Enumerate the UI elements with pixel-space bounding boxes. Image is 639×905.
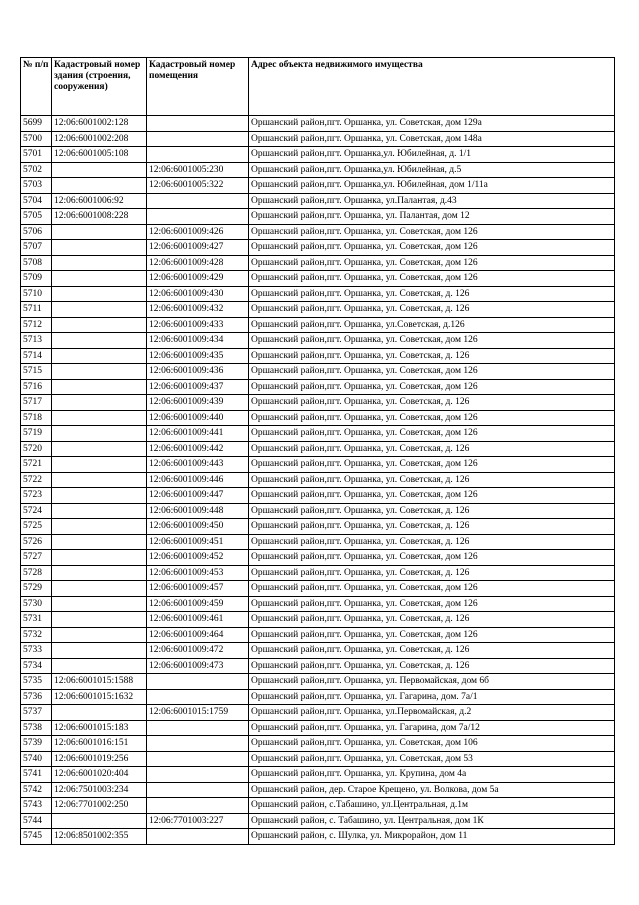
building-cadastral-cell [52,240,147,256]
row-number-cell: 5721 [21,457,52,473]
premises-cadastral-cell: 12:06:6001009:447 [147,488,249,504]
address-cell: Оршанский район,пгт. Оршанка, ул. Советская, дом 126 [249,333,615,349]
table-body [21,116,615,845]
row-number-cell: 5743 [21,798,52,814]
table-row [21,271,615,287]
row-number-cell: 5739 [21,736,52,752]
address-cell: Оршанский район,пгт. Оршанка, ул.Первомайская, д.2 [249,705,615,721]
row-number-cell: 5735 [21,674,52,690]
address-cell: Оршанский район,пгт. Оршанка, ул. Советская, д. 126 [249,658,615,674]
building-cadastral-cell [52,224,147,240]
premises-cadastral-cell: 12:06:6001009:439 [147,395,249,411]
address-cell: Оршанский район,пгт. Оршанка, ул. Советская, дом 106 [249,736,615,752]
premises-cadastral-cell: 12:06:6001009:473 [147,658,249,674]
building-cadastral-cell [52,503,147,519]
premises-cadastral-cell: 12:06:6001009:432 [147,302,249,318]
building-cadastral-cell [52,813,147,829]
table-row [21,193,615,209]
address-cell: Оршанский район,пгт. Оршанка, ул. Советская, д. 126 [249,348,615,364]
row-number-cell: 5713 [21,333,52,349]
building-cadastral-cell: 12:06:6001020:404 [52,767,147,783]
header-property-address: Адрес объекта недвижимого имущества [249,58,615,116]
table-row [21,643,615,659]
table-row [21,147,615,163]
premises-cadastral-cell: 12:06:6001005:322 [147,178,249,194]
building-cadastral-cell [52,472,147,488]
row-number-cell: 5719 [21,426,52,442]
table-row [21,829,615,845]
building-cadastral-cell [52,658,147,674]
building-cadastral-cell [52,426,147,442]
building-cadastral-cell [52,410,147,426]
address-cell: Оршанский район,пгт. Оршанка, ул. Советская, д. 126 [249,441,615,457]
table-row [21,348,615,364]
address-cell: Оршанский район, с.Табашино, ул.Центральная, д.1м [249,798,615,814]
row-number-cell: 5718 [21,410,52,426]
table-row [21,627,615,643]
header-building-cadastral-number: Кадастровый номер здания (строения, сооружения) [52,58,147,116]
row-number-cell: 5720 [21,441,52,457]
table-row [21,488,615,504]
address-cell: Оршанский район,пгт. Оршанка, ул. Советская, д. 126 [249,534,615,550]
row-number-cell: 5726 [21,534,52,550]
row-number-cell: 5699 [21,116,52,132]
row-number-cell: 5707 [21,240,52,256]
premises-cadastral-cell [147,674,249,690]
address-cell: Оршанский район,пгт. Оршанка, ул. Советская, д. 126 [249,503,615,519]
address-cell: Оршанский район,пгт. Оршанка, ул. Советская, д. 126 [249,286,615,302]
building-cadastral-cell: 12:06:6001008:228 [52,209,147,225]
premises-cadastral-cell: 12:06:6001009:437 [147,379,249,395]
row-number-cell: 5733 [21,643,52,659]
address-cell: Оршанский район,пгт. Оршанка, ул.Советская, д.126 [249,317,615,333]
premises-cadastral-cell: 12:06:6001009:446 [147,472,249,488]
row-number-cell: 5727 [21,550,52,566]
premises-cadastral-cell: 12:06:6001009:443 [147,457,249,473]
table-row [21,689,615,705]
premises-cadastral-cell: 12:06:7701003:227 [147,813,249,829]
row-number-cell: 5723 [21,488,52,504]
address-cell: Оршанский район,пгт. Оршанка, ул. Советская, дом 53 [249,751,615,767]
table-row [21,534,615,550]
address-cell: Оршанский район,пгт. Оршанка, ул. Советская, д. 126 [249,395,615,411]
address-cell: Оршанский район,пгт. Оршанка, ул. Первомайская, дом 6б [249,674,615,690]
building-cadastral-cell [52,534,147,550]
address-cell: Оршанский район,пгт. Оршанка, ул. Советская, д. 126 [249,612,615,628]
table-row [21,395,615,411]
address-cell: Оршанский район,пгт. Оршанка, ул. Советская, дом 126 [249,457,615,473]
row-number-cell: 5700 [21,131,52,147]
address-cell: Оршанский район,пгт. Оршанка, ул. Советская, д. 126 [249,472,615,488]
table-row [21,503,615,519]
table-row [21,674,615,690]
table-row [21,116,615,132]
address-cell: Оршанский район,пгт. Оршанка,ул. Юбилейная, д. 1/1 [249,147,615,163]
row-number-cell: 5729 [21,581,52,597]
address-cell: Оршанский район,пгт. Оршанка, ул. Советская, дом 126 [249,271,615,287]
table-row [21,705,615,721]
row-number-cell: 5734 [21,658,52,674]
premises-cadastral-cell [147,131,249,147]
premises-cadastral-cell: 12:06:6001009:433 [147,317,249,333]
table-row [21,798,615,814]
premises-cadastral-cell: 12:06:6001009:459 [147,596,249,612]
table-row [21,751,615,767]
address-cell: Оршанский район,пгт. Оршанка, ул. Советская, д. 126 [249,565,615,581]
table-row [21,364,615,380]
building-cadastral-cell: 12:06:6001016:151 [52,736,147,752]
building-cadastral-cell [52,457,147,473]
premises-cadastral-cell [147,736,249,752]
address-cell: Оршанский район,пгт. Оршанка,ул. Юбилейная, дом 1/11а [249,178,615,194]
row-number-cell: 5704 [21,193,52,209]
building-cadastral-cell [52,705,147,721]
building-cadastral-cell [52,550,147,566]
premises-cadastral-cell: 12:06:6001009:436 [147,364,249,380]
row-number-cell: 5702 [21,162,52,178]
row-number-cell: 5722 [21,472,52,488]
premises-cadastral-cell: 12:06:6001015:1759 [147,705,249,721]
row-number-cell: 5716 [21,379,52,395]
building-cadastral-cell [52,643,147,659]
building-cadastral-cell [52,596,147,612]
premises-cadastral-cell [147,193,249,209]
row-number-cell: 5741 [21,767,52,783]
row-number-cell: 5705 [21,209,52,225]
row-number-cell: 5701 [21,147,52,163]
address-cell: Оршанский район,пгт. Оршанка,ул. Юбилейная, д.5 [249,162,615,178]
table-row [21,255,615,271]
building-cadastral-cell: 12:06:6001006:92 [52,193,147,209]
address-cell: Оршанский район,пгт. Оршанка, ул. Советская, дом 126 [249,240,615,256]
table-header-row [21,58,615,116]
premises-cadastral-cell [147,829,249,845]
table-row [21,379,615,395]
row-number-cell: 5738 [21,720,52,736]
premises-cadastral-cell [147,116,249,132]
address-cell: Оршанский район,пгт. Оршанка, ул. Палантая, дом 12 [249,209,615,225]
table-row [21,209,615,225]
row-number-cell: 5711 [21,302,52,318]
building-cadastral-cell [52,395,147,411]
address-cell: Оршанский район,пгт. Оршанка, ул. Советская, дом 129а [249,116,615,132]
row-number-cell: 5725 [21,519,52,535]
row-number-cell: 5712 [21,317,52,333]
table-row [21,720,615,736]
table-row [21,286,615,302]
table-row [21,658,615,674]
premises-cadastral-cell: 12:06:6001009:426 [147,224,249,240]
address-cell: Оршанский район, с. Табашино, ул. Центральная, дом 1К [249,813,615,829]
header-row-number: № п/п [21,58,52,116]
table-row [21,612,615,628]
address-cell: Оршанский район,пгт. Оршанка, ул. Советская, д. 126 [249,302,615,318]
table-row [21,565,615,581]
building-cadastral-cell [52,565,147,581]
table-row [21,736,615,752]
table-row [21,317,615,333]
row-number-cell: 5703 [21,178,52,194]
row-number-cell: 5714 [21,348,52,364]
building-cadastral-cell [52,364,147,380]
address-cell: Оршанский район,пгт. Оршанка, ул. Советская, дом 126 [249,379,615,395]
table-row [21,224,615,240]
address-cell: Оршанский район,пгт. Оршанка, ул. Советская, д. 126 [249,643,615,659]
building-cadastral-cell: 12:06:6001002:208 [52,131,147,147]
table-row [21,333,615,349]
table-row [21,441,615,457]
row-number-cell: 5732 [21,627,52,643]
building-cadastral-cell [52,488,147,504]
row-number-cell: 5724 [21,503,52,519]
table-row [21,178,615,194]
premises-cadastral-cell: 12:06:6001009:442 [147,441,249,457]
row-number-cell: 5710 [21,286,52,302]
building-cadastral-cell [52,286,147,302]
table-row [21,581,615,597]
building-cadastral-cell: 12:06:6001015:183 [52,720,147,736]
table-row [21,767,615,783]
row-number-cell: 5742 [21,782,52,798]
address-cell: Оршанский район,пгт. Оршанка, ул. Крупина, дом 4а [249,767,615,783]
building-cadastral-cell [52,348,147,364]
building-cadastral-cell [52,333,147,349]
building-cadastral-cell: 12:06:6001015:1632 [52,689,147,705]
premises-cadastral-cell [147,798,249,814]
address-cell: Оршанский район,пгт. Оршанка, ул.Палантая, д.43 [249,193,615,209]
building-cadastral-cell [52,581,147,597]
building-cadastral-cell: 12:06:7701002:250 [52,798,147,814]
table-row [21,131,615,147]
table-row [21,410,615,426]
premises-cadastral-cell: 12:06:6001009:457 [147,581,249,597]
premises-cadastral-cell [147,751,249,767]
header-premises-cadastral-number: Кадастровый номер помещения [147,58,249,116]
address-cell: Оршанский район,пгт. Оршанка, ул. Советская, дом 126 [249,627,615,643]
building-cadastral-cell: 12:06:6001015:1588 [52,674,147,690]
premises-cadastral-cell: 12:06:6001009:435 [147,348,249,364]
address-cell: Оршанский район,пгт. Оршанка, ул. Советская, дом 126 [249,581,615,597]
address-cell: Оршанский район,пгт. Оршанка, ул. Гагарина, дом. 7а/1 [249,689,615,705]
building-cadastral-cell [52,519,147,535]
address-cell: Оршанский район,пгт. Оршанка, ул. Гагарина, дом 7а/12 [249,720,615,736]
row-number-cell: 5730 [21,596,52,612]
building-cadastral-cell: 12:06:7501003:234 [52,782,147,798]
building-cadastral-cell [52,255,147,271]
address-cell: Оршанский район,пгт. Оршанка, ул. Советская, дом 148а [249,131,615,147]
property-table [20,57,615,845]
building-cadastral-cell [52,178,147,194]
table-row [21,519,615,535]
table-row [21,550,615,566]
building-cadastral-cell: 12:06:6001005:108 [52,147,147,163]
address-cell: Оршанский район, с. Шулка, ул. Микрорайон, дом 11 [249,829,615,845]
premises-cadastral-cell: 12:06:6001009:430 [147,286,249,302]
address-cell: Оршанский район,пгт. Оршанка, ул. Советская, дом 126 [249,488,615,504]
building-cadastral-cell: 12:06:8501002:355 [52,829,147,845]
address-cell: Оршанский район,пгт. Оршанка, ул. Советская, дом 126 [249,364,615,380]
address-cell: Оршанский район,пгт. Оршанка, ул. Советская, дом 126 [249,410,615,426]
premises-cadastral-cell [147,782,249,798]
table-row [21,162,615,178]
table-row [21,782,615,798]
premises-cadastral-cell: 12:06:6001009:464 [147,627,249,643]
premises-cadastral-cell [147,720,249,736]
premises-cadastral-cell: 12:06:6001009:428 [147,255,249,271]
address-cell: Оршанский район,пгт. Оршанка, ул. Советская, дом 126 [249,550,615,566]
building-cadastral-cell [52,162,147,178]
row-number-cell: 5737 [21,705,52,721]
row-number-cell: 5706 [21,224,52,240]
premises-cadastral-cell: 12:06:6001009:429 [147,271,249,287]
table-row [21,472,615,488]
premises-cadastral-cell [147,767,249,783]
premises-cadastral-cell: 12:06:6001009:452 [147,550,249,566]
table-row [21,426,615,442]
building-cadastral-cell [52,302,147,318]
table-row [21,240,615,256]
premises-cadastral-cell: 12:06:6001009:448 [147,503,249,519]
building-cadastral-cell [52,627,147,643]
row-number-cell: 5717 [21,395,52,411]
row-number-cell: 5740 [21,751,52,767]
premises-cadastral-cell [147,147,249,163]
row-number-cell: 5715 [21,364,52,380]
building-cadastral-cell [52,379,147,395]
premises-cadastral-cell: 12:06:6001009:427 [147,240,249,256]
building-cadastral-cell [52,317,147,333]
premises-cadastral-cell [147,209,249,225]
table-row [21,596,615,612]
premises-cadastral-cell: 12:06:6001009:450 [147,519,249,535]
building-cadastral-cell: 12:06:6001002:128 [52,116,147,132]
address-cell: Оршанский район,пгт. Оршанка, ул. Советская, дом 126 [249,224,615,240]
premises-cadastral-cell [147,689,249,705]
table-row [21,813,615,829]
row-number-cell: 5736 [21,689,52,705]
row-number-cell: 5731 [21,612,52,628]
row-number-cell: 5709 [21,271,52,287]
premises-cadastral-cell: 12:06:6001005:230 [147,162,249,178]
address-cell: Оршанский район,пгт. Оршанка, ул. Советская, дом 126 [249,596,615,612]
premises-cadastral-cell: 12:06:6001009:472 [147,643,249,659]
premises-cadastral-cell: 12:06:6001009:451 [147,534,249,550]
premises-cadastral-cell: 12:06:6001009:440 [147,410,249,426]
address-cell: Оршанский район,пгт. Оршанка, ул. Советская, д. 126 [249,519,615,535]
address-cell: Оршанский район,пгт. Оршанка, ул. Советская, дом 126 [249,255,615,271]
premises-cadastral-cell: 12:06:6001009:434 [147,333,249,349]
table-row [21,302,615,318]
row-number-cell: 5745 [21,829,52,845]
address-cell: Оршанский район, дер. Старое Крещено, ул. Волкова, дом 5а [249,782,615,798]
building-cadastral-cell [52,441,147,457]
address-cell: Оршанский район,пгт. Оршанка, ул. Советская, дом 126 [249,426,615,442]
premises-cadastral-cell: 12:06:6001009:441 [147,426,249,442]
row-number-cell: 5744 [21,813,52,829]
building-cadastral-cell [52,271,147,287]
table-row [21,457,615,473]
row-number-cell: 5728 [21,565,52,581]
building-cadastral-cell: 12:06:6001019:256 [52,751,147,767]
row-number-cell: 5708 [21,255,52,271]
premises-cadastral-cell: 12:06:6001009:453 [147,565,249,581]
premises-cadastral-cell: 12:06:6001009:461 [147,612,249,628]
building-cadastral-cell [52,612,147,628]
